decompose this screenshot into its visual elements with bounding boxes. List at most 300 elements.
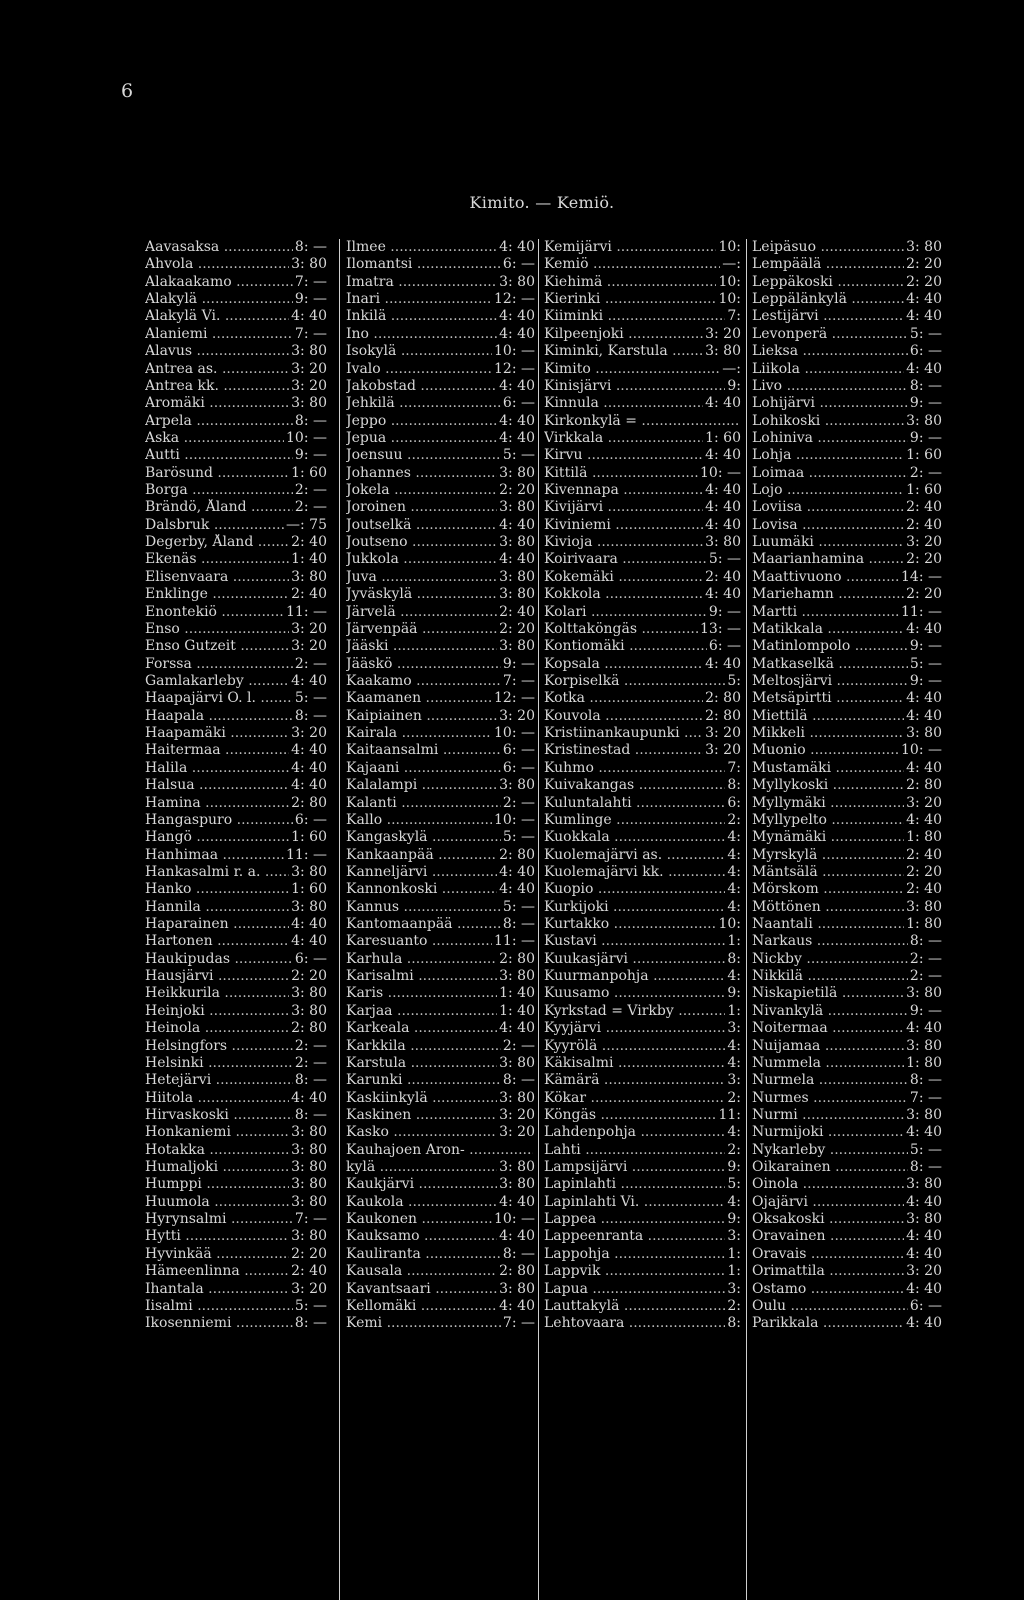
list-item bbox=[544, 708, 741, 725]
list-item bbox=[752, 343, 942, 360]
place-name: Kemijärvi ..... bbox=[544, 239, 716, 256]
place-name: Kumlinge ..... bbox=[544, 812, 725, 829]
list-item bbox=[752, 569, 942, 586]
place-name: Möttönen ..... bbox=[752, 899, 904, 916]
list-item bbox=[544, 551, 741, 568]
rate-value: 9: bbox=[727, 985, 741, 1002]
place-name: Inkilä ..... bbox=[346, 308, 497, 325]
list-item bbox=[544, 1194, 741, 1211]
list-item bbox=[145, 673, 327, 690]
rate-value: 3: 80 bbox=[499, 273, 535, 290]
place-name: Liikola ..... bbox=[752, 361, 904, 378]
list-item bbox=[544, 1055, 741, 1072]
rate-value: 1: 40 bbox=[499, 985, 535, 1002]
rate-value: 3: 20 bbox=[291, 638, 327, 655]
place-name: Gamlakarleby ..... bbox=[145, 673, 289, 690]
place-name: Metsäpirtti ..... bbox=[752, 690, 904, 707]
place-name: Karstula ..... bbox=[346, 1055, 497, 1072]
list-item bbox=[145, 656, 327, 673]
list-item bbox=[145, 916, 327, 933]
list-item bbox=[752, 847, 942, 864]
place-name: Hangaspuro ..... bbox=[145, 812, 293, 829]
rate-value: 6: bbox=[727, 794, 741, 811]
rate-value: 8: — bbox=[294, 1106, 327, 1123]
list-item bbox=[145, 1107, 327, 1124]
list-item bbox=[346, 951, 535, 968]
rate-value: 1: 60 bbox=[906, 447, 942, 464]
rate-value: 10: — bbox=[494, 811, 535, 828]
rate-value: 8: — bbox=[502, 1245, 535, 1262]
rate-value: 1: bbox=[727, 1002, 741, 1019]
place-name: Lovisa ..... bbox=[752, 517, 904, 534]
rate-value: 3: bbox=[727, 1228, 741, 1245]
place-name: Kallo ..... bbox=[346, 812, 492, 829]
rate-value: 4: bbox=[727, 1054, 741, 1071]
list-item bbox=[752, 1038, 942, 1055]
rate-value: 9: — bbox=[909, 395, 942, 412]
rate-value: 2: — bbox=[294, 1054, 327, 1071]
place-name: Kankaanpää ..... bbox=[346, 847, 497, 864]
list-item bbox=[544, 1246, 741, 1263]
list-item bbox=[346, 638, 535, 655]
place-name: Koirivaara ..... bbox=[544, 551, 707, 568]
place-name: Humppi ..... bbox=[145, 1176, 289, 1193]
rate-value: 9: — bbox=[294, 447, 327, 464]
place-name: Ilomantsi ..... bbox=[346, 256, 501, 273]
list-item bbox=[752, 621, 942, 638]
rate-value: 4: 40 bbox=[906, 690, 942, 707]
place-name: Kirkonkylä = ..... bbox=[544, 413, 739, 430]
list-item bbox=[544, 413, 741, 430]
list-item bbox=[752, 951, 942, 968]
rate-value bbox=[533, 1142, 535, 1159]
list-item bbox=[145, 1298, 327, 1315]
rate-value: 4: bbox=[727, 846, 741, 863]
list-item bbox=[145, 690, 327, 707]
list-item bbox=[752, 795, 942, 812]
list-item bbox=[346, 1003, 535, 1020]
list-item bbox=[145, 604, 327, 621]
place-name: Oulu ..... bbox=[752, 1298, 908, 1315]
list-item bbox=[752, 239, 942, 256]
rate-value: 3: 20 bbox=[906, 1263, 942, 1280]
rate-value: 4: 40 bbox=[499, 325, 535, 342]
list-item bbox=[544, 1142, 741, 1159]
rate-value: 3: 20 bbox=[705, 725, 741, 742]
rate-value: 3: 80 bbox=[499, 1176, 535, 1193]
rate-value: 2: 80 bbox=[705, 690, 741, 707]
place-name: Ihantala ..... bbox=[145, 1281, 289, 1298]
list-item bbox=[544, 847, 741, 864]
rate-value: 5: — bbox=[909, 655, 942, 672]
list-item bbox=[544, 1107, 741, 1124]
place-name: Kuusamo ..... bbox=[544, 985, 725, 1002]
place-name: Karkkila ..... bbox=[346, 1038, 501, 1055]
place-name: Kauhajoen Aron- ..... bbox=[346, 1142, 533, 1159]
rate-value: 10: — bbox=[494, 343, 535, 360]
list-item bbox=[145, 864, 327, 881]
place-name: Myrskylä ..... bbox=[752, 847, 904, 864]
list-item bbox=[544, 482, 741, 499]
list-item bbox=[544, 291, 741, 308]
list-item bbox=[145, 1211, 327, 1228]
rate-value: 3: 20 bbox=[906, 534, 942, 551]
place-name: Lohijärvi ..... bbox=[752, 395, 908, 412]
rate-value: 3: 80 bbox=[499, 1280, 535, 1297]
list-item bbox=[346, 239, 535, 256]
place-name: Halila ..... bbox=[145, 760, 289, 777]
rate-value: 6: — bbox=[294, 950, 327, 967]
list-item bbox=[544, 256, 741, 273]
list-item bbox=[544, 1281, 741, 1298]
place-name: Nickby ..... bbox=[752, 951, 908, 968]
list-item bbox=[544, 308, 741, 325]
list-item bbox=[752, 968, 942, 985]
list-item bbox=[145, 899, 327, 916]
rate-value: 2: 80 bbox=[906, 777, 942, 794]
place-name: Kinisjärvi ..... bbox=[544, 378, 725, 395]
list-item bbox=[145, 569, 327, 586]
list-item bbox=[346, 1107, 535, 1124]
place-name: Käkisalmi ..... bbox=[544, 1055, 725, 1072]
place-name: Kuurmanpohja ..... bbox=[544, 968, 725, 985]
rate-value: 2: 20 bbox=[499, 620, 535, 637]
place-name: Kuivakangas ..... bbox=[544, 777, 725, 794]
place-name: Nuijamaa ..... bbox=[752, 1038, 904, 1055]
list-item bbox=[346, 274, 535, 291]
list-item bbox=[145, 795, 327, 812]
rate-value: 11: — bbox=[901, 603, 942, 620]
rate-value: 3: 80 bbox=[705, 534, 741, 551]
place-name: Kolttaköngäs ..... bbox=[544, 621, 698, 638]
rate-value: 3: 80 bbox=[906, 239, 942, 255]
rate-value: 3: bbox=[727, 1280, 741, 1297]
list-item bbox=[145, 1072, 327, 1089]
place-name: Martti ..... bbox=[752, 604, 899, 621]
list-item bbox=[145, 1038, 327, 1055]
rate-value: 4: 40 bbox=[291, 777, 327, 794]
place-name: Meltosjärvi ..... bbox=[752, 673, 908, 690]
place-name: Karunki ..... bbox=[346, 1072, 501, 1089]
list-item bbox=[752, 690, 942, 707]
list-item bbox=[752, 1055, 942, 1072]
place-name: Arpela ..... bbox=[145, 413, 293, 430]
place-name: Kuolemajärvi kk. ..... bbox=[544, 864, 725, 881]
list-item bbox=[346, 1281, 535, 1298]
place-name: Kämärä ..... bbox=[544, 1072, 725, 1089]
list-item bbox=[544, 343, 741, 360]
list-item bbox=[544, 430, 741, 447]
rate-value: 7: bbox=[727, 759, 741, 776]
list-item bbox=[145, 361, 327, 378]
list-item bbox=[145, 308, 327, 325]
place-name: Lampsijärvi ..... bbox=[544, 1159, 725, 1176]
list-item bbox=[544, 621, 741, 638]
rate-value: 4: bbox=[727, 968, 741, 985]
list-item bbox=[752, 430, 942, 447]
rate-value: 10: bbox=[718, 273, 741, 290]
page-heading: Kimito. — Kemiö. bbox=[469, 193, 615, 212]
rate-value: 2: 40 bbox=[906, 499, 942, 516]
list-item bbox=[752, 829, 942, 846]
place-name: Mörskom ..... bbox=[752, 881, 904, 898]
place-name: Jepua ..... bbox=[346, 430, 497, 447]
place-name: Virkkala ..... bbox=[544, 430, 703, 447]
rate-value: 11: — bbox=[494, 933, 535, 950]
rate-value: 5: — bbox=[909, 325, 942, 342]
place-name: Enso ..... bbox=[145, 621, 289, 638]
rate-value: 5: bbox=[727, 672, 741, 689]
list-item bbox=[346, 395, 535, 412]
rate-value: 3: 20 bbox=[499, 1106, 535, 1123]
rate-value: 4: 40 bbox=[499, 1020, 535, 1037]
rate-value: 3: 20 bbox=[291, 360, 327, 377]
list-item bbox=[752, 326, 942, 343]
place-name: Lestijärvi ..... bbox=[752, 308, 904, 325]
rate-value: 1: 60 bbox=[906, 482, 942, 499]
list-item bbox=[145, 1020, 327, 1037]
rate-value: 4: 40 bbox=[499, 1297, 535, 1314]
place-name: Jokela ..... bbox=[346, 482, 497, 499]
list-item bbox=[544, 1038, 741, 1055]
list-item bbox=[145, 447, 327, 464]
list-item bbox=[752, 447, 942, 464]
rate-value: 2: 40 bbox=[291, 534, 327, 551]
place-name: Kaukola ..... bbox=[346, 1194, 497, 1211]
place-name: Iisalmi ..... bbox=[145, 1298, 293, 1315]
rate-value: 3: 20 bbox=[705, 325, 741, 342]
list-item bbox=[346, 847, 535, 864]
rate-value: 7: — bbox=[909, 1089, 942, 1106]
place-name: Kierinki ..... bbox=[544, 291, 716, 308]
place-name: Maarianhamina ..... bbox=[752, 551, 904, 568]
list-item bbox=[145, 829, 327, 846]
place-name: Heinjoki ..... bbox=[145, 1003, 289, 1020]
list-item bbox=[346, 708, 535, 725]
place-name: Kiminki, Karstula ..... bbox=[544, 343, 703, 360]
rate-value: 3: 80 bbox=[291, 1228, 327, 1245]
place-name: Oravais ..... bbox=[752, 1246, 904, 1263]
rate-value: 2: 20 bbox=[291, 1245, 327, 1262]
rate-value: 8: — bbox=[909, 1072, 942, 1089]
rate-value: 3: 80 bbox=[499, 638, 535, 655]
rate-value: 4: bbox=[727, 1124, 741, 1141]
rate-value: 1: 60 bbox=[291, 881, 327, 898]
list-item bbox=[752, 1072, 942, 1089]
rate-value: 3: 80 bbox=[499, 568, 535, 585]
list-item bbox=[145, 274, 327, 291]
rate-value: 2: 40 bbox=[906, 516, 942, 533]
rate-value: 7: — bbox=[294, 325, 327, 342]
place-name: Isokylä ..... bbox=[346, 343, 492, 360]
list-item bbox=[145, 777, 327, 794]
place-name: Nivankylä ..... bbox=[752, 1003, 908, 1020]
place-name: Karkeala ..... bbox=[346, 1020, 497, 1037]
list-item bbox=[544, 968, 741, 985]
place-name: Köngäs ..... bbox=[544, 1107, 716, 1124]
place-name: Kivioja ..... bbox=[544, 534, 703, 551]
place-name: Jääski ..... bbox=[346, 638, 497, 655]
rate-value: 10: bbox=[718, 239, 741, 255]
place-name: Enklinge ..... bbox=[145, 586, 289, 603]
list-item bbox=[544, 1159, 741, 1176]
rate-value: 3: 80 bbox=[291, 1124, 327, 1141]
list-item bbox=[752, 1194, 942, 1211]
place-name: Hiitola ..... bbox=[145, 1090, 289, 1107]
rate-value: 6: — bbox=[502, 759, 535, 776]
rate-value: 2: 20 bbox=[906, 273, 942, 290]
rate-value: 2: 40 bbox=[499, 603, 535, 620]
list-item bbox=[346, 656, 535, 673]
place-name: Joutseno ..... bbox=[346, 534, 497, 551]
rate-value: 3: 80 bbox=[291, 343, 327, 360]
rate-value: 2: 40 bbox=[291, 586, 327, 603]
place-name: Honkaniemi ..... bbox=[145, 1124, 289, 1141]
place-name: Jeppo ..... bbox=[346, 413, 497, 430]
rate-value: 4: 40 bbox=[499, 1193, 535, 1210]
place-name: Miettilä ..... bbox=[752, 708, 904, 725]
place-name: Humaljoki ..... bbox=[145, 1159, 289, 1176]
rate-value: 3: bbox=[727, 1072, 741, 1089]
place-name: Ino ..... bbox=[346, 326, 497, 343]
rate-value: 3: 80 bbox=[906, 1176, 942, 1193]
place-name: Ostamo ..... bbox=[752, 1281, 904, 1298]
rate-value: 8: — bbox=[294, 1315, 327, 1332]
place-name: Loimaa ..... bbox=[752, 465, 908, 482]
list-item bbox=[145, 378, 327, 395]
list-item bbox=[346, 256, 535, 273]
place-name: Heikkurila ..... bbox=[145, 985, 289, 1002]
list-item bbox=[752, 274, 942, 291]
rate-value: 11: bbox=[718, 1106, 741, 1123]
list-item bbox=[752, 291, 942, 308]
rate-value: 3: 80 bbox=[291, 395, 327, 412]
rate-value: 3: 20 bbox=[499, 707, 535, 724]
rate-value: 7: — bbox=[502, 1315, 535, 1332]
list-item bbox=[346, 1159, 535, 1176]
place-name: Alakaakamo ..... bbox=[145, 274, 293, 291]
rate-value: 9: — bbox=[909, 672, 942, 689]
rate-value: 10: — bbox=[494, 725, 535, 742]
list-item bbox=[346, 308, 535, 325]
rate-value: 4: bbox=[727, 1037, 741, 1054]
list-item bbox=[544, 673, 741, 690]
rate-value: 3: 80 bbox=[291, 1002, 327, 1019]
list-item bbox=[145, 395, 327, 412]
rate-value: 4: 40 bbox=[499, 377, 535, 394]
rate-value: 10: bbox=[718, 291, 741, 308]
list-item bbox=[544, 1072, 741, 1089]
rate-value: 2: 20 bbox=[906, 551, 942, 568]
list-item bbox=[544, 1090, 741, 1107]
list-item bbox=[752, 361, 942, 378]
list-item bbox=[752, 1211, 942, 1228]
list-item bbox=[145, 256, 327, 273]
list-item bbox=[752, 1159, 942, 1176]
place-name: Jakobstad ..... bbox=[346, 378, 497, 395]
rate-value: 7: — bbox=[502, 672, 535, 689]
rate-value: 4: 40 bbox=[906, 1245, 942, 1262]
place-name: Ivalo ..... bbox=[346, 361, 492, 378]
list-item bbox=[346, 499, 535, 516]
place-name: Kilpeenjoki ..... bbox=[544, 326, 703, 343]
list-item bbox=[346, 933, 535, 950]
list-item bbox=[544, 899, 741, 916]
list-item bbox=[346, 812, 535, 829]
place-name: Kuolemajärvi as. ..... bbox=[544, 847, 725, 864]
rate-value: 3: 80 bbox=[291, 1193, 327, 1210]
place-name: Hangö ..... bbox=[145, 829, 289, 846]
rate-value: 1: 60 bbox=[705, 429, 741, 446]
place-name: Halsua ..... bbox=[145, 777, 289, 794]
list-item bbox=[145, 638, 327, 655]
rate-value: 8: — bbox=[909, 1159, 942, 1176]
rate-value: 3: 80 bbox=[906, 1211, 942, 1228]
rate-value: 4: 40 bbox=[906, 759, 942, 776]
place-name: Kittilä ..... bbox=[544, 465, 698, 482]
rate-value: 2: 80 bbox=[291, 794, 327, 811]
list-item bbox=[752, 708, 942, 725]
column-3 bbox=[538, 239, 741, 1600]
place-name: Ojajärvi ..... bbox=[752, 1194, 904, 1211]
list-item bbox=[346, 725, 535, 742]
list-item bbox=[145, 430, 327, 447]
list-item bbox=[346, 361, 535, 378]
place-name: Kopsala ..... bbox=[544, 656, 703, 673]
place-name: kylä ..... bbox=[346, 1159, 497, 1176]
rate-value: 4: 40 bbox=[499, 308, 535, 325]
place-name: Kouvola ..... bbox=[544, 708, 703, 725]
rate-value: 2: bbox=[727, 811, 741, 828]
list-item bbox=[346, 1228, 535, 1245]
rate-value: 2: 80 bbox=[499, 1263, 535, 1280]
list-item bbox=[752, 812, 942, 829]
list-item bbox=[145, 413, 327, 430]
place-name: Aska ..... bbox=[145, 430, 284, 447]
rate-value: 3: 80 bbox=[499, 1089, 535, 1106]
place-name: Oikarainen ..... bbox=[752, 1159, 908, 1176]
place-name: Kalanti ..... bbox=[346, 795, 501, 812]
rate-value: 2: 40 bbox=[705, 568, 741, 585]
list-item bbox=[145, 291, 327, 308]
list-item bbox=[145, 985, 327, 1002]
place-name: Kauksamo ..... bbox=[346, 1228, 497, 1245]
rate-value: 1: 60 bbox=[291, 464, 327, 481]
rate-value: 4: 40 bbox=[499, 239, 535, 255]
place-name: Jääskö ..... bbox=[346, 656, 501, 673]
place-name: Kivennapa ..... bbox=[544, 482, 703, 499]
place-name: Antrea kk. ..... bbox=[145, 378, 289, 395]
rate-value: 3: 20 bbox=[291, 725, 327, 742]
place-name: Kiviniemi ..... bbox=[544, 517, 703, 534]
rate-value: 2: — bbox=[909, 464, 942, 481]
place-name: Oinola ..... bbox=[752, 1176, 904, 1193]
list-item bbox=[346, 378, 535, 395]
rate-value: 3: 80 bbox=[499, 1159, 535, 1176]
list-item bbox=[752, 1124, 942, 1141]
rate-value: 11: — bbox=[286, 846, 327, 863]
place-name: Hyvinkää ..... bbox=[145, 1246, 289, 1263]
list-item bbox=[752, 551, 942, 568]
rate-value: 8: — bbox=[909, 377, 942, 394]
rate-value: 12: — bbox=[494, 291, 535, 308]
place-name: Nykarleby ..... bbox=[752, 1142, 908, 1159]
rate-value: 1: bbox=[727, 1245, 741, 1262]
list-item bbox=[346, 829, 535, 846]
list-item bbox=[346, 1246, 535, 1263]
list-item bbox=[544, 777, 741, 794]
rate-value: 4: bbox=[727, 863, 741, 880]
